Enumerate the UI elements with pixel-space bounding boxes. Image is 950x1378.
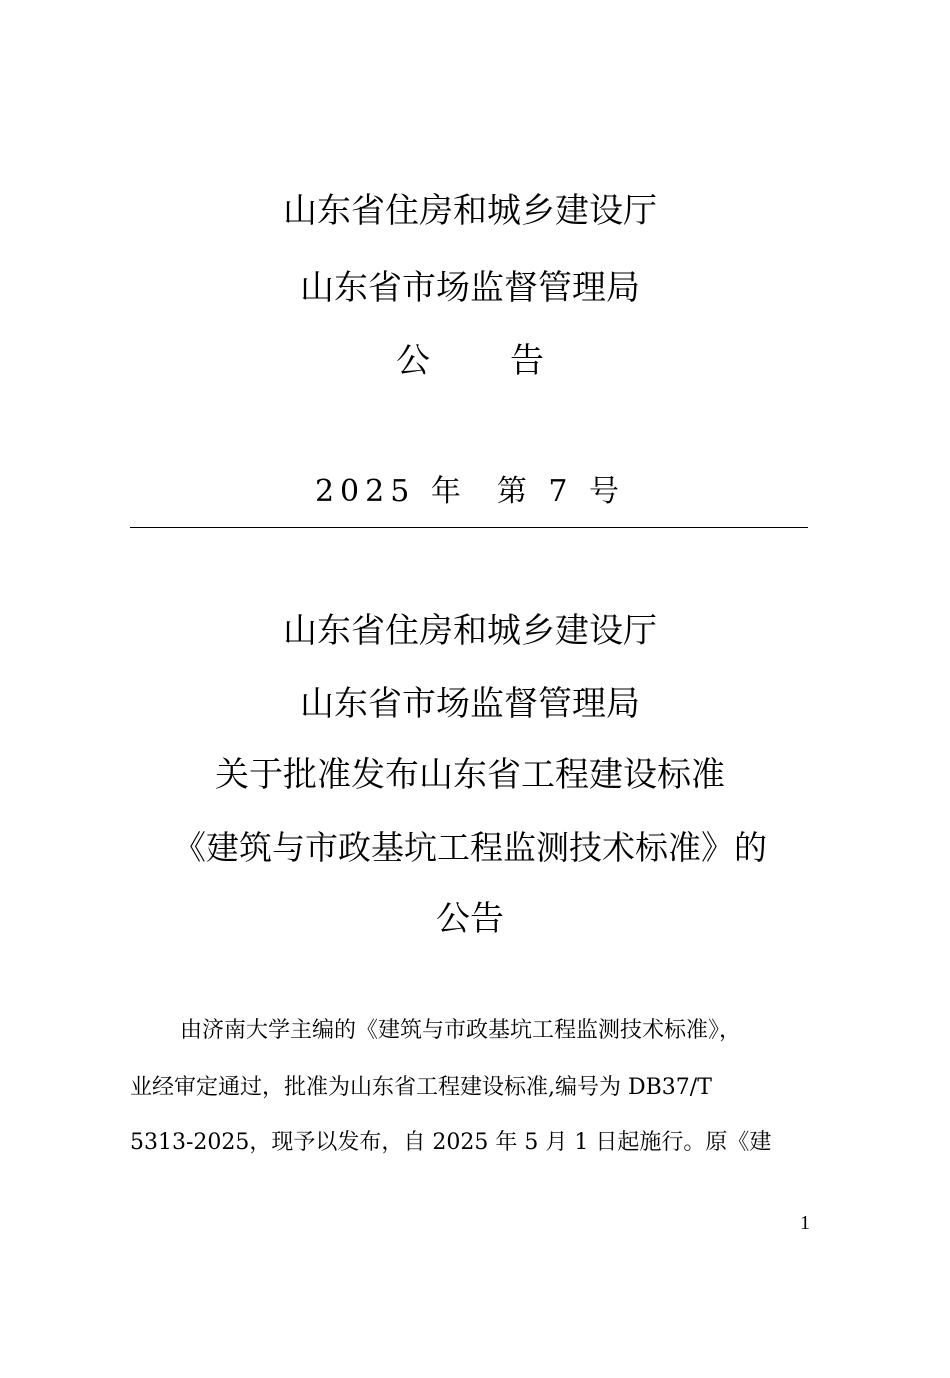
issuer-name-2: 山东省市场监督管理局 <box>300 268 640 308</box>
issuer-name-1: 山东省住房和城乡建设厅 <box>283 191 657 231</box>
title-line-4: 《建筑与市政基坑工程监测技术标准》的 <box>173 828 767 867</box>
issue-year: 2025 年 <box>314 474 467 509</box>
document-type-heading <box>0 341 940 381</box>
page-number: 1 <box>800 1212 810 1234</box>
title-line-1: 山东省住房和城乡建设厅 <box>283 611 657 651</box>
body-line-1: 由济南大学主编的《建筑与市政基坑工程监测技术标准》， <box>180 1018 742 1043</box>
issue-number-line <box>0 470 940 514</box>
title-line-3: 关于批准发布山东省工程建设标准 <box>215 755 725 795</box>
title-line-5: 公告 <box>436 899 504 939</box>
issue-number: 第 7 号 <box>496 474 626 509</box>
body-line-2: 业经审定通过，批准为山东省工程建设标准,编号为 DB37/T <box>130 1075 712 1100</box>
header-divider <box>130 527 808 528</box>
body-line-3: 5313-2025，现予以发布，自 2025 年 5 月 1 日起施行。原《建 <box>130 1130 772 1155</box>
document-type-char-1: 公 <box>396 341 430 381</box>
title-line-2: 山东省市场监督管理局 <box>300 684 640 724</box>
document-type-char-2: 告 <box>510 341 544 381</box>
